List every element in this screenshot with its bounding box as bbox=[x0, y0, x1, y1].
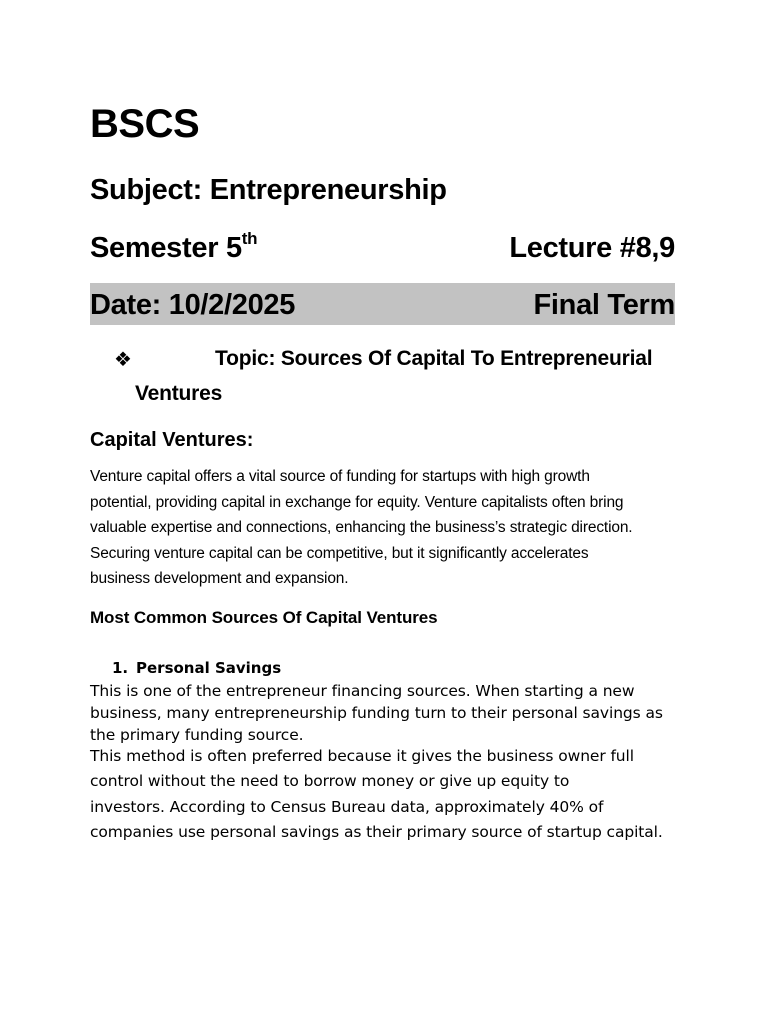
date-term-row bbox=[90, 283, 675, 325]
paragraph-line: control without the need to borrow money or give up equity to bbox=[90, 772, 570, 791]
date-label: Date: 10/2/2025 bbox=[90, 288, 296, 321]
semester-label: Semester 5th bbox=[90, 228, 258, 264]
topic-heading-line-1: Topic: Sources Of Capital To Entrepreneurial bbox=[215, 347, 653, 370]
capital-ventures-paragraph bbox=[90, 464, 680, 592]
paragraph-line: Securing venture capital can be competitive, but it significantly accelerates bbox=[90, 544, 589, 562]
common-sources-heading: Most Common Sources Of Capital Ventures bbox=[90, 608, 438, 627]
personal-savings-paragraph-1 bbox=[90, 680, 685, 746]
paragraph-line: valuable expertise and connections, enhancing the business’s strategic direction. bbox=[90, 519, 633, 537]
list-item-title: Personal Savings bbox=[136, 659, 282, 677]
capital-ventures-heading: Capital Ventures: bbox=[90, 429, 254, 451]
paragraph-line: This is one of the entrepreneur financing sources. When starting a new bbox=[90, 682, 635, 700]
term-label: Final Term bbox=[533, 288, 675, 321]
personal-savings-paragraph-2 bbox=[90, 744, 685, 845]
topic-heading-line-2: Ventures bbox=[135, 382, 223, 405]
paragraph-line: investors. According to Census Bureau data, approximately 40% of bbox=[90, 797, 604, 816]
lecture-number: Lecture #8,9 bbox=[509, 231, 675, 264]
semester-superscript: th bbox=[241, 228, 258, 248]
paragraph-line: This method is often preferred because it gives the business owner full bbox=[90, 747, 634, 765]
paragraph-line: companies use personal savings as their primary source of startup capital. bbox=[90, 822, 663, 841]
program-title: BSCS bbox=[90, 102, 200, 146]
subject-heading: Subject: Entrepreneurship bbox=[90, 174, 447, 206]
paragraph-line: the primary funding source. bbox=[90, 726, 304, 744]
paragraph-line: potential, providing capital in exchange for equity. Venture capitalists often bring bbox=[90, 493, 624, 511]
list-item-number: 1. bbox=[112, 659, 129, 677]
paragraph-line: Venture capital offers a vital source of funding for startups with high growth bbox=[90, 468, 590, 485]
paragraph-line: business development and expansion. bbox=[90, 570, 349, 588]
semester-lecture-row bbox=[90, 226, 675, 270]
paragraph-line: business, many entrepreneurship funding turn to their personal savings as bbox=[90, 704, 663, 722]
diamond-bullet-icon: ❖ bbox=[114, 347, 132, 371]
